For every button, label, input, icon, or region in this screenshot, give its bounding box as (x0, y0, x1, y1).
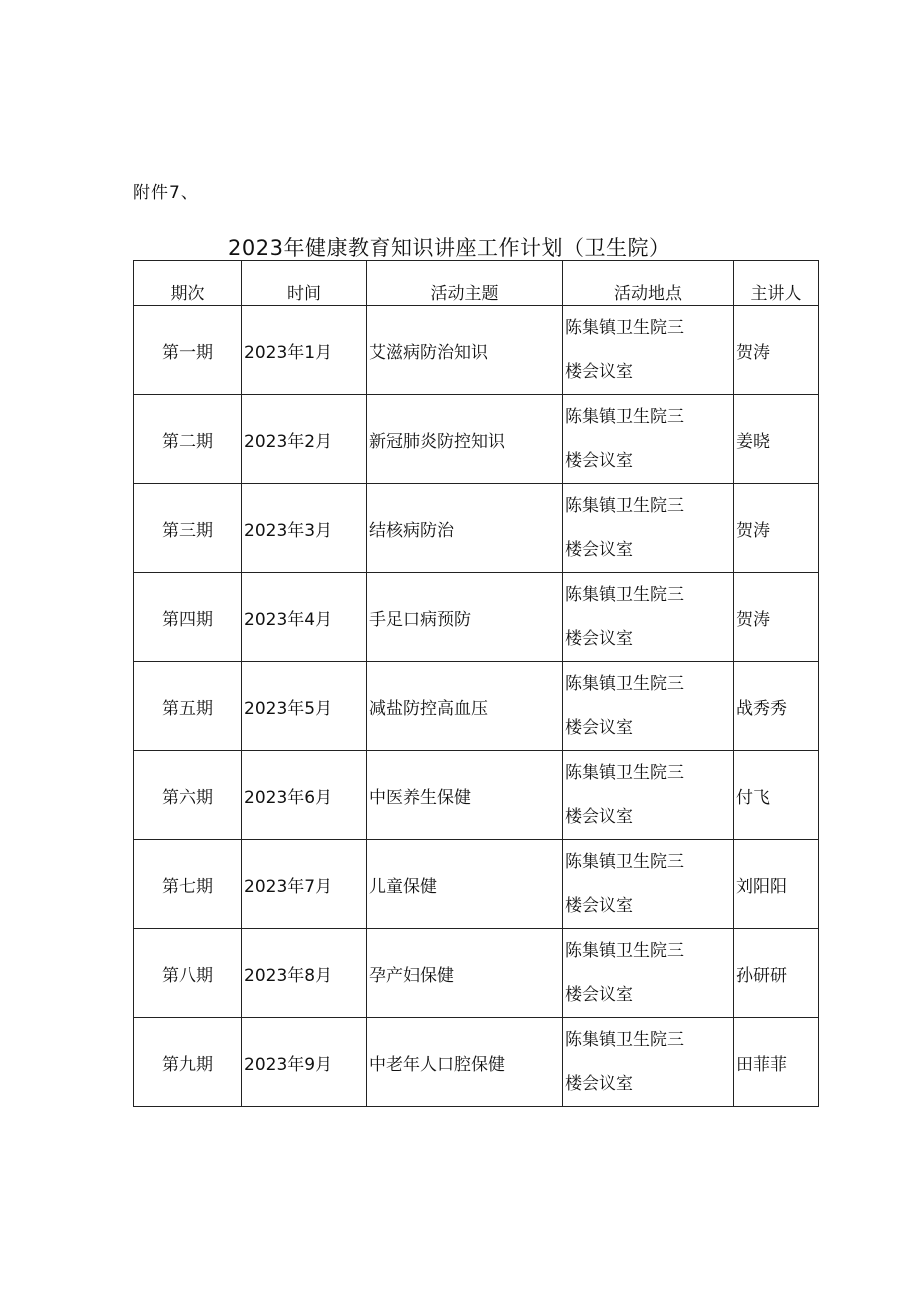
cell-period: 第九期 (134, 1018, 242, 1107)
cell-speaker: 贺涛 (734, 484, 819, 573)
cell-place-line1: 陈集镇卫生院三 (565, 763, 684, 783)
cell-place-line2: 楼会议室 (565, 718, 633, 738)
cell-place-line2: 楼会议室 (565, 540, 633, 560)
cell-period: 第六期 (134, 751, 242, 840)
cell-speaker: 孙研研 (734, 929, 819, 1018)
cell-place-line2: 楼会议室 (565, 985, 633, 1005)
cell-place (563, 395, 734, 484)
cell-period: 第三期 (134, 484, 242, 573)
table-row (134, 751, 819, 840)
cell-place-line1: 陈集镇卫生院三 (565, 941, 684, 961)
cell-place (563, 573, 734, 662)
header-topic: 活动主题 (367, 261, 563, 306)
cell-place-line1: 陈集镇卫生院三 (565, 852, 684, 872)
cell-topic: 孕产妇保健 (367, 929, 563, 1018)
cell-speaker: 贺涛 (734, 573, 819, 662)
table-row (134, 573, 819, 662)
cell-topic: 手足口病预防 (367, 573, 563, 662)
cell-place (563, 1018, 734, 1107)
cell-place (563, 484, 734, 573)
cell-speaker: 田菲菲 (734, 1018, 819, 1107)
cell-time: 2023年7月 (242, 840, 367, 929)
cell-time: 2023年3月 (242, 484, 367, 573)
header-period: 期次 (134, 261, 242, 306)
cell-topic: 儿童保健 (367, 840, 563, 929)
cell-place (563, 662, 734, 751)
cell-place-line1: 陈集镇卫生院三 (565, 407, 684, 427)
cell-time: 2023年2月 (242, 395, 367, 484)
table-row (134, 395, 819, 484)
document-title: 2023年健康教育知识讲座工作计划（卫生院） (228, 236, 671, 260)
cell-topic: 中医养生保健 (367, 751, 563, 840)
cell-place-line2: 楼会议室 (565, 896, 633, 916)
cell-place (563, 751, 734, 840)
header-place: 活动地点 (563, 261, 734, 306)
cell-place-line1: 陈集镇卫生院三 (565, 1030, 684, 1050)
cell-speaker: 贺涛 (734, 306, 819, 395)
table-row (134, 484, 819, 573)
cell-period: 第八期 (134, 929, 242, 1018)
cell-place-line2: 楼会议室 (565, 1074, 633, 1094)
cell-place-line2: 楼会议室 (565, 362, 633, 382)
cell-period: 第四期 (134, 573, 242, 662)
table-body (134, 306, 819, 1107)
table-row (134, 306, 819, 395)
cell-period: 第二期 (134, 395, 242, 484)
cell-topic: 结核病防治 (367, 484, 563, 573)
cell-topic: 艾滋病防治知识 (367, 306, 563, 395)
cell-speaker: 战秀秀 (734, 662, 819, 751)
cell-time: 2023年6月 (242, 751, 367, 840)
cell-period: 第五期 (134, 662, 242, 751)
table-row (134, 929, 819, 1018)
table-row (134, 1018, 819, 1107)
cell-place-line2: 楼会议室 (565, 629, 633, 649)
table-row (134, 840, 819, 929)
cell-period: 第七期 (134, 840, 242, 929)
header-time: 时间 (242, 261, 367, 306)
cell-topic: 中老年人口腔保健 (367, 1018, 563, 1107)
header-speaker: 主讲人 (734, 261, 819, 306)
cell-time: 2023年9月 (242, 1018, 367, 1107)
cell-place-line1: 陈集镇卫生院三 (565, 585, 684, 605)
cell-place (563, 929, 734, 1018)
lecture-plan-table (133, 260, 819, 1107)
cell-place-line1: 陈集镇卫生院三 (565, 496, 684, 516)
cell-speaker: 付飞 (734, 751, 819, 840)
table-header-row (134, 261, 819, 306)
cell-place (563, 840, 734, 929)
cell-topic: 减盐防控高血压 (367, 662, 563, 751)
table-row (134, 662, 819, 751)
cell-time: 2023年1月 (242, 306, 367, 395)
cell-topic: 新冠肺炎防控知识 (367, 395, 563, 484)
cell-time: 2023年4月 (242, 573, 367, 662)
cell-place-line1: 陈集镇卫生院三 (565, 674, 684, 694)
cell-period: 第一期 (134, 306, 242, 395)
cell-place (563, 306, 734, 395)
cell-time: 2023年8月 (242, 929, 367, 1018)
cell-time: 2023年5月 (242, 662, 367, 751)
cell-place-line2: 楼会议室 (565, 807, 633, 827)
cell-speaker: 刘阳阳 (734, 840, 819, 929)
cell-speaker: 姜晓 (734, 395, 819, 484)
cell-place-line2: 楼会议室 (565, 451, 633, 471)
cell-place-line1: 陈集镇卫生院三 (565, 318, 684, 338)
attachment-label: 附件7、 (133, 183, 199, 203)
